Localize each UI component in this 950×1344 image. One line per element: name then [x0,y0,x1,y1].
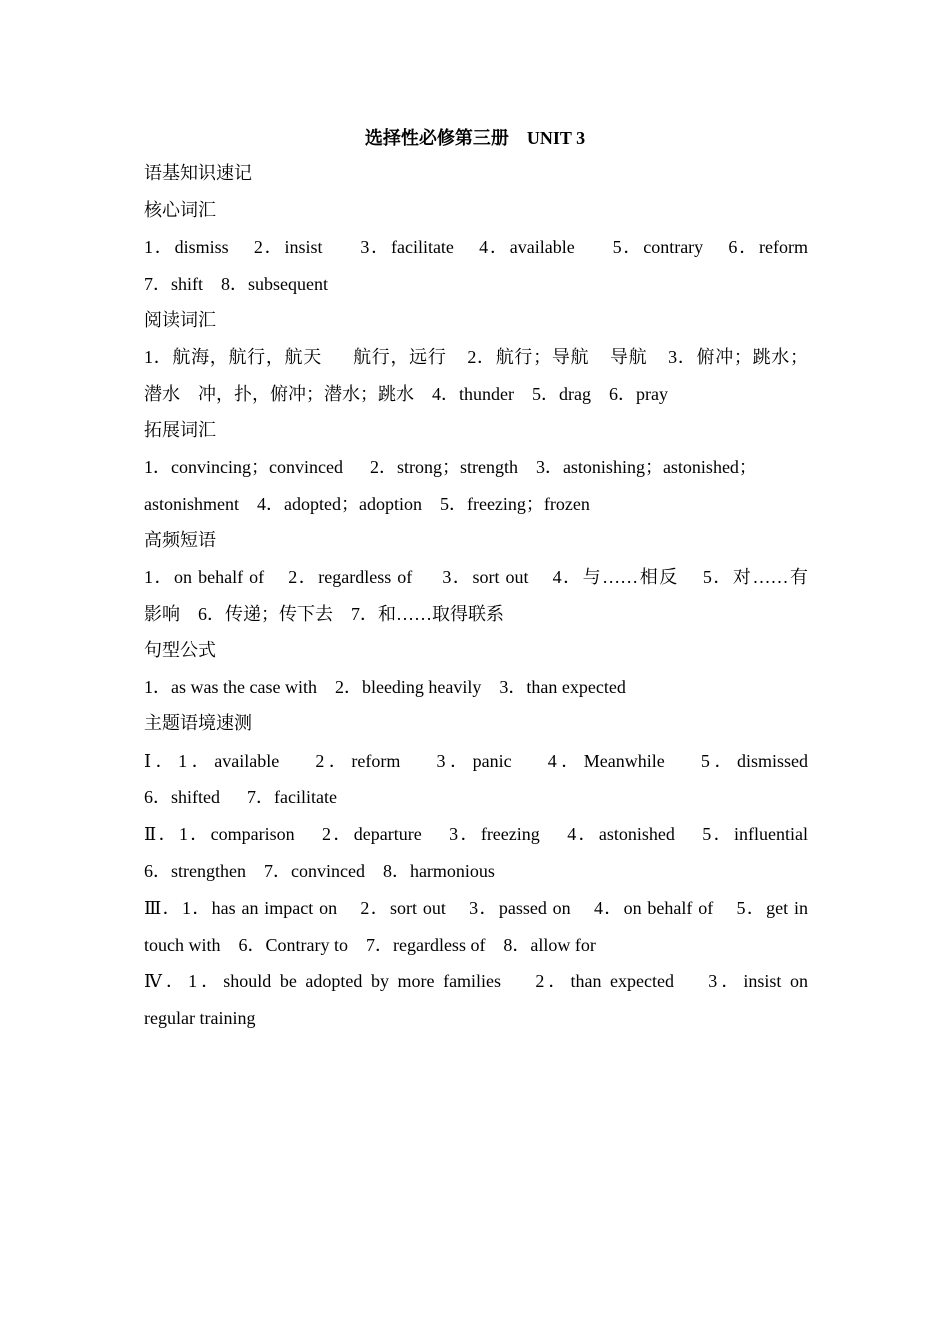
answer-line: 1．on behalf of 2．regardless of 3．sort out 4．与……相反 5．对……有 [144,567,808,588]
section-heading-context-test: 主题语境速测 [144,713,252,735]
section-heading-phrases: 高频短语 [144,529,216,551]
answer-line: touch with 6．Contrary to 7．regardless of 8．allow for [144,934,596,955]
section-heading-reading-vocabulary: 阅读词汇 [144,309,216,331]
answer-line: Ⅱ．1．comparison 2．departure 3．freezing 4．astonished 5．influential [144,824,808,845]
answer-line: regular training [144,1008,256,1029]
answer-line: 7．shift 8．subsequent [144,273,328,294]
section-heading-basics: 语基知识速记 [144,163,252,184]
section-heading-extended-vocabulary: 拓展词汇 [144,419,216,441]
answer-line: 6．shifted 7．facilitate [144,787,337,808]
answer-line: Ⅳ．1．should be adopted by more families 2．than expected 3．insist on [144,971,808,992]
answer-line: 1．as was the case with 2．bleeding heavily 3．than expected [144,677,626,698]
answer-line: 潜水 冲，扑，俯冲；潜水；跳水 4．thunder 5．drag 6．pray [144,383,668,404]
section-heading-sentence-patterns: 句型公式 [144,639,216,661]
answer-line: Ⅲ．1．has an impact on 2．sort out 3．passed on 4．on behalf of 5．get in [144,897,808,918]
document-body [144,156,808,1037]
answer-line: 1．航海，航行，航天 航行，远行 2．航行；导航 导航 3．俯冲；跳水； [144,347,808,368]
answer-line: 影响 6．传递；传下去 7．和……取得联系 [144,604,504,625]
answer-line: 1．convincing；convinced 2．strong；strength 3．astonishing；astonished； [144,457,757,478]
answer-line: 6．strengthen 7．convinced 8．harmonious [144,861,495,882]
answer-line: astonishment 4．adopted；adoption 5．freezing；frozen [144,493,590,514]
answer-line: Ⅰ．1．available 2．reform 3．panic 4．Meanwhile 5．dismissed [144,750,808,771]
answer-line: 1．dismiss 2．insist 3．facilitate 4．available 5．contrary 6．reform [144,237,808,257]
page-title: 选择性必修第三册 UNIT 3 [364,128,586,148]
section-heading-core-vocabulary: 核心词汇 [144,199,216,221]
